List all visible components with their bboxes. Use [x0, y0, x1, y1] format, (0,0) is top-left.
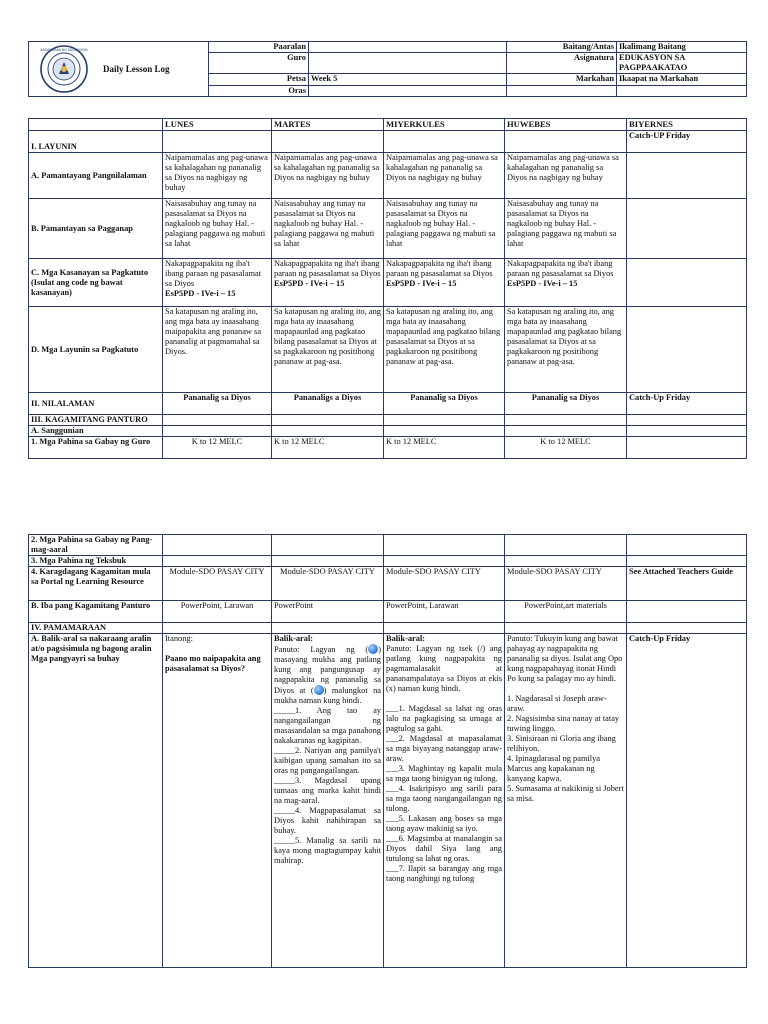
- nilalaman-martes: Pananaligs a Diyos: [272, 393, 384, 415]
- huwebes-panuto: Panuto: Tukuyin kung ang bawat pahayag ay nagpapakita ng pananalig sa diyos. Isulat ang Opo kung nagpapahayag itonat Hindi Po kung sa palagay mo ay hindi.: [507, 634, 623, 683]
- itanong-question: Paano mo naipapakita ang pasasalamat sa Diyos?: [165, 654, 261, 673]
- iba-lunes: PowerPoint, Larawan: [163, 601, 272, 623]
- module-miyerkules: Module-SDO PASAY CITY: [384, 567, 505, 601]
- pamantayan-pagganap-label: B. Pamantayan sa Pagganap: [29, 199, 163, 259]
- empty-cell: [627, 426, 747, 437]
- paaralan-value[interactable]: [309, 42, 507, 53]
- empty-cell: [505, 131, 627, 153]
- petsa-label: Petsa: [209, 74, 309, 86]
- day-header-miyerkules: MIYERKULES: [384, 119, 505, 131]
- martes-item: _____2. Nariyan ang pamilya't kaibigan upang samahan ito sa oras ng pangangailangan.: [274, 746, 381, 775]
- d-cell-miyerkules: Sa katapusan ng araling ito, ang mga bata ay inaasahang mapapaunlad ang pagkatao bilang pasasalamat sa Diyos at sa pagkakaroon ng positibong pananaw at pag-asa.: [384, 307, 505, 393]
- melc-martes: K to 12 MELC: [272, 437, 384, 459]
- gabay-aaral-label: 2. Mga Pahina sa Gabay ng Pang-mag-aaral: [29, 535, 163, 556]
- empty-cell: [163, 623, 272, 634]
- iba-huwebes: PowerPoint,art materials: [505, 601, 627, 623]
- oras-value[interactable]: [309, 86, 507, 97]
- pamantayang-pangnilalaman-label: A. Pamantayang Pangnilalaman: [29, 153, 163, 199]
- corner-cell: [29, 119, 163, 131]
- empty-cell: [272, 556, 384, 567]
- b-cell-martes: Naisasabuhay ang tunay na pasasalamat sa Diyos na nagkaloob ng buhay Hal. - palagiang paggawa ng mabuti sa lahat: [272, 199, 384, 259]
- empty-cell: [627, 437, 747, 459]
- martes-item: _____1. Ang tao ay nangangailangan ng masasandalan sa mga panahong nakakaranas ng kagipitan.: [274, 706, 381, 745]
- iba-miyerkules: PowerPoint, Larawan: [384, 601, 505, 623]
- empty-cell: [627, 623, 747, 634]
- balik-aral-title: Balik-aral:: [274, 634, 314, 643]
- empty-cell: [272, 623, 384, 634]
- empty-cell: [272, 426, 384, 437]
- catchup-label: Catch-UP Friday: [627, 131, 747, 153]
- empty-cell: [272, 415, 384, 426]
- miyerkules-panuto: Panuto: Lagyan ng tsek (/) ang patlang kung nagpapakita ng pagmamalasakit at pananampalataya sa Diyos at ekis (x) naman kung hindi.: [386, 644, 502, 693]
- empty-cell: [627, 153, 747, 199]
- pamamaraan-miyerkules: [384, 634, 505, 968]
- blank-value: [617, 86, 747, 97]
- c-cell-lunes: Nakapagpapakita ng iba't ibang paraan ng pasasalamat sa Diyos EsP5PD - IVe-i – 15: [163, 259, 272, 307]
- huwebes-item: 1. Nagdarasal si Joseph araw-araw.: [507, 694, 607, 713]
- martes-item: _____4. Magpapasalamat sa Diyos kahit nahihirapan sa buhay.: [274, 806, 381, 835]
- pamamaraan-lunes: [163, 634, 272, 968]
- c-cell-martes: Nakapagpapakita ng iba't ibang paraan ng pasasalamat sa Diyos EsP5PD - IVe-i – 15: [272, 259, 384, 307]
- empty-cell: [163, 556, 272, 567]
- asignatura-label: Asignatura: [507, 53, 617, 74]
- layunin-heading: I. LAYUNIN: [29, 131, 163, 153]
- empty-cell: [163, 131, 272, 153]
- baitang-label: Baitang/Antas: [507, 42, 617, 53]
- guro-value[interactable]: [309, 53, 507, 74]
- day-header-martes: MARTES: [272, 119, 384, 131]
- nilalaman-label: II. NILALAMAN: [29, 393, 163, 415]
- empty-cell: [272, 535, 384, 556]
- empty-cell: [163, 535, 272, 556]
- doc-title: Daily Lesson Log: [103, 64, 170, 74]
- d-cell-huwebes: Sa katapusan ng araling ito, ang mga bata ay inaasahang mapapaunlad ang pagkatao bilang pasasalamat sa Diyos at sa pagkakaroon ng positibong pananaw at pag-asa.: [505, 307, 627, 393]
- b-cell-huwebes: Naisasabuhay ang tunay na pasasalamat sa Diyos na nagkaloob ng buhay Hal. - palagiang paggawa ng mabuti sa lahat: [505, 199, 627, 259]
- miyerkules-item: ___4. Isakripisyo ang sarili para sa mga taong nangangailangan ng tulong.: [386, 784, 502, 813]
- empty-cell: [627, 415, 747, 426]
- empty-cell: [505, 556, 627, 567]
- balik-aral-label: A. Balik-aral sa nakaraang aralin at/o pagsisimula ng bagong aralin Mga pangyayri sa buhay: [29, 634, 163, 968]
- empty-cell: [627, 259, 747, 307]
- nilalaman-miyerkules: Pananalig sa Diyos: [384, 393, 505, 415]
- b-cell-miyerkules: Naisasabuhay ang tunay na pasasalamat sa Diyos na nagkaloob ng buhay Hal. - palagiang paggawa ng mabuti sa lahat: [384, 199, 505, 259]
- empty-cell: [627, 601, 747, 623]
- module-lunes: Module-SDO PASAY CITY: [163, 567, 272, 601]
- lesson-table-2: [28, 534, 747, 968]
- empty-cell: [384, 535, 505, 556]
- teksbuk-label: 3. Mga Pahina ng Teksbuk: [29, 556, 163, 567]
- miyerkules-item: ___2. Magdasal at mapasalamat sa mga biyayang natanggap araw-araw.: [386, 734, 502, 763]
- d-cell-martes: Sa katapusan ng araling ito, ang mga bata ay inaasahang mapapaunlad ang pagkatao bilang pasasalamat sa Diyos at sa pagkakaroon ng positibong pananaw at pag-asa.: [272, 307, 384, 393]
- a-cell-miyerkules: Naipamamalas ang pag-unawa sa kahalagahan ng pananalig sa Diyos na nagbigay ng buhay: [384, 153, 505, 199]
- pamamaraan-heading: IV. PAMAMARAAN: [29, 623, 163, 634]
- logo-cell: [29, 42, 209, 97]
- guro-label: Guro: [209, 53, 309, 74]
- miyerkules-item: ___6. Magsimba at manalangin sa Diyos dahil Siya lang ang tutulong sa lahat ng oras.: [386, 834, 502, 863]
- miyerkules-item: ___1. Magdasal sa lahat ng oras lalo na pagkagising sa umaga at pagtulog sa gabi.: [386, 704, 502, 733]
- martes-item: _____3. Magdasal upang tumaas ang marka kahit hindi na mag-aaral.: [274, 776, 381, 805]
- empty-cell: [505, 535, 627, 556]
- empty-cell: [505, 623, 627, 634]
- markahan-label: Markahan: [507, 74, 617, 86]
- see-attached: See Attached Teachers Guide: [627, 567, 747, 601]
- melc-miyerkules: K to 12 MELC: [384, 437, 505, 459]
- empty-cell: [384, 426, 505, 437]
- markahan-value[interactable]: Ikaapat na Markahan: [617, 74, 747, 86]
- melc-huwebes: K to 12 MELC: [505, 437, 627, 459]
- deped-seal-icon: [33, 44, 95, 94]
- day-header-biyernes: BIYERNES: [627, 119, 747, 131]
- asignatura-value[interactable]: EDUKASYON SA PAGPPAAKATAO: [617, 53, 747, 74]
- pamamaraan-biyernes: Catch-Up Friday: [627, 634, 747, 968]
- day-header-huwebes: HUWEBES: [505, 119, 627, 131]
- empty-cell: [627, 199, 747, 259]
- blank-label: [507, 86, 617, 97]
- petsa-value[interactable]: Week 5: [309, 74, 507, 86]
- empty-cell: [384, 556, 505, 567]
- layunin-pagkatuto-label: D. Mga Layunin sa Pagkatuto: [29, 307, 163, 393]
- nilalaman-huwebes: Pananalig sa Diyos: [505, 393, 627, 415]
- paaralan-label: Paaralan: [209, 42, 309, 53]
- a-cell-martes: Naipamamalas ang pag-unawa sa kahalagahan ng pananalig sa Diyos na nagbigay ng buhay: [272, 153, 384, 199]
- martes-panuto: Panuto: Lagyan ng ( ) masayang mukha ang patlang kung ang pangungusap ay nagpapakita ng pananalig sa Diyos at ( ) malungkot na mukha naman kung hindi.: [274, 645, 381, 705]
- martes-item: _____5. Manalig sa sarili na kaya mong magtagumpay kahit mahirap.: [274, 836, 381, 865]
- karagdagang-label: 4. Karagdagang Kagamitan mula sa Portal ng Learning Resource: [29, 567, 163, 601]
- empty-cell: [627, 535, 747, 556]
- empty-cell: [272, 131, 384, 153]
- kagamitan-heading: III. KAGAMITANG PANTURO: [29, 415, 163, 426]
- empty-cell: [505, 415, 627, 426]
- happy-face-icon: [368, 644, 378, 654]
- miyerkules-item: ___5. Lakasan ang boses sa mga taong ayaw makinig sa iyo.: [386, 814, 502, 833]
- sad-face-icon: [314, 685, 324, 695]
- baitang-value[interactable]: Ikalimang Baitang: [617, 42, 747, 53]
- iba-martes: PowerPoint: [272, 601, 384, 623]
- lesson-table-1: [28, 118, 747, 459]
- c-cell-miyerkules: Nakapagpapakita ng iba't ibang paraan ng pasasalamat sa Diyos EsP5PD - IVe-i – 15: [384, 259, 505, 307]
- iba-label: B. Iba pang Kagamitang Panturo: [29, 601, 163, 623]
- sanggunian-heading: A. Sanggunian: [29, 426, 163, 437]
- kasanayan-label: C. Mga Kasanayan sa Pagkatuto (Isulat ang code ng bawat kasanayan): [29, 259, 163, 307]
- empty-cell: [163, 426, 272, 437]
- b-cell-lunes: Naisasabuhay ang tunay na pasasalamat sa Diyos na nagkaloob ng buhay Hal. - palagiang paggawa ng mabuti sa lahat: [163, 199, 272, 259]
- empty-cell: [384, 415, 505, 426]
- miyerkules-item: ___3. Maghintay ng kapalit mula sa mga taong binigyan ng tulong.: [386, 764, 502, 783]
- c-cell-huwebes: Nakapagpapakita ng iba't ibang paraan ng pasasalamat sa Diyos EsP5PD - IVe-i – 15: [505, 259, 627, 307]
- empty-cell: [505, 426, 627, 437]
- empty-cell: [627, 556, 747, 567]
- miyerkules-item: ___7. Ilapit sa barangay ang mga taong nanghingi ng tulong: [386, 864, 502, 883]
- empty-cell: [163, 415, 272, 426]
- gabay-guro-label: 1. Mga Pahina sa Gabay ng Guro: [29, 437, 163, 459]
- huwebes-item: 3. Sinisiraan ni Gloria ang ibang relihiyon.: [507, 734, 616, 753]
- a-cell-huwebes: Naipamamalas ang pag-unawa sa kahalagahan ng pananalig sa Diyos na nagbigay ng buhay: [505, 153, 627, 199]
- huwebes-item: 4. Ipinagdarasal ng pamilya Marcus ang kapakanan ng kanyang kapwa.: [507, 754, 601, 783]
- day-header-lunes: LUNES: [163, 119, 272, 131]
- itanong-label: Itanong:: [165, 634, 193, 643]
- huwebes-item: 2. Nagsisimba sina nanay at tatay tuwing linggo.: [507, 714, 620, 733]
- d-cell-lunes: Sa katapusan ng araling ito, ang mga bata ay inaasahang maipapakita ang pananaw sa pananalig at pagmamahal sa Diyos.: [163, 307, 272, 393]
- pamamaraan-huwebes: [505, 634, 627, 968]
- empty-cell: [384, 623, 505, 634]
- melc-lunes: K to 12 MELC: [163, 437, 272, 459]
- module-huwebes: Module-SDO PASAY CITY: [505, 567, 627, 601]
- pamamaraan-martes: [272, 634, 384, 968]
- a-cell-lunes: Naipamamalas ang pag-unawa sa kahalagahan ng pananalig sa Diyos na nagbigay ng buhay: [163, 153, 272, 199]
- nilalaman-biyernes: Catch-Up Friday: [627, 393, 747, 415]
- huwebes-item: 5. Sumasama at nakikinig si Jobert sa misa.: [507, 784, 624, 803]
- empty-cell: [627, 307, 747, 393]
- oras-label: Oras: [209, 86, 309, 97]
- module-martes: Module-SDO PASAY CITY: [272, 567, 384, 601]
- header-table: [28, 41, 747, 97]
- svg-text:KAGAWARAN NG EDUKASYON: KAGAWARAN NG EDUKASYON: [40, 48, 88, 52]
- empty-cell: [384, 131, 505, 153]
- balik-aral-title: Balik-aral:: [386, 634, 426, 643]
- nilalaman-lunes: Pananalig sa Diyos: [163, 393, 272, 415]
